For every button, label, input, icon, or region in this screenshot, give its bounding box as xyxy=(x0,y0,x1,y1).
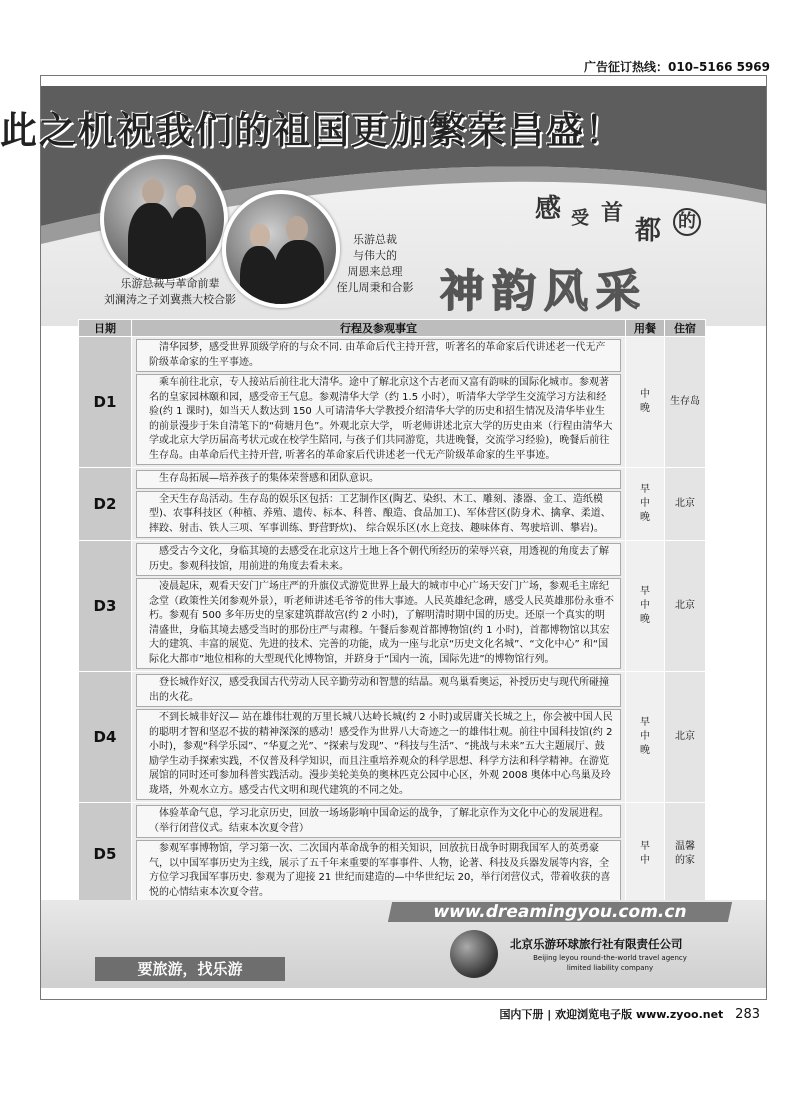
day-detail: 全天生存岛活动。生存岛的娱乐区包括：工艺制作区(陶艺、染织、木工、雕刻、漆器、金工、造纸模型)、农事科技区（种植、养殖、遗传、标本、科普、酿造、食品加工)、军体营区(防身术、擒拿、柔道、摔跤、射击、铁人三项、军事训练、野营野炊)、 综合娱乐区(水上竞技、趣味体育、驾驶培训、攀岩)。 xyxy=(136,491,621,539)
feel-char-3: 首 xyxy=(601,201,624,226)
day-content xyxy=(132,337,626,468)
meal-item: 晚 xyxy=(640,745,650,756)
feel-char-2: 受 xyxy=(571,208,589,229)
feel-capital-heading xyxy=(535,186,735,246)
stay-text: 生存岛 xyxy=(670,396,700,407)
day-label: D4 xyxy=(79,672,132,803)
day-label: D3 xyxy=(79,541,132,672)
day-detail: 乘车前往北京，专人接站后前往北大清华。途中了解北京这个古老而又富有韵味的国际化城市。参观著名的皇家园林颐和园，感受帝王气息。参观清华大学（约 1.5 小时），听清华大学学生交流学习方法和经验(约 1 课时)，如当天人数达到 150 人可请清华大学教授介绍清华大学的历史和招生情况及清华毕业生的前景漫步于朱自清笔下的“荷塘月色”。外观北京大学， 听老师讲述北京大学的历史由来（行程由清华大学或北京大学历届高考状元或在校学生陪同, 与孩子们共同游览，共进晚餐，交流学习经验)，晚餐后前往生存岛。由革命后代主持开营, 听著名的革命家后代讲述老一代无产阶级革命家的生平事迹。 xyxy=(136,374,621,465)
meal-cell xyxy=(626,803,665,905)
day-content xyxy=(132,468,626,541)
page-footer xyxy=(470,1006,760,1022)
company-name-en-line-1: Beijing leyou round-the-world travel agency xyxy=(533,954,687,962)
shenyun-title: 神韵风采 xyxy=(440,266,648,317)
caption-left-line-1: 乐游总裁与革命前辈 xyxy=(120,277,220,290)
table-row-d2 xyxy=(79,468,706,541)
day-content xyxy=(132,803,626,905)
photo-president-with-zhou xyxy=(222,190,340,308)
caption-right-line-3: 周恩来总理 xyxy=(347,265,403,278)
feel-char-4: 都 xyxy=(635,216,662,246)
day-summary: 清华园梦，感受世界顶级学府的与众不同. 由革命后代主持开营，听著名的革命家后代讲述老一代无产阶级革命家的生平事迹。 xyxy=(136,339,621,372)
stay-cell xyxy=(665,803,706,905)
stay-text: 的家 xyxy=(675,854,695,866)
meal-cell xyxy=(626,468,665,541)
photo-president-with-liu xyxy=(100,155,228,283)
stay-cell xyxy=(665,541,706,672)
stay-text: 北京 xyxy=(675,498,695,509)
day-detail: 凌晨起床，观看天安门广场庄严的升旗仪式游览世界上最大的城市中心广场天安门广场，参观毛主席纪念堂（政策性关闭参观外景），听老师讲述毛爷爷的伟大事迹。人民英雄纪念碑，感受人民英雄那份永垂不朽。参观有 500 多年历史的皇家建筑群故宫(约 2 小时)，了解明清时期中国的历史。还原一个真实的明清盛世，身临其境去感受当时的那份庄严与肃穆。午餐后参观首都博物馆(约 1 小时)，首都博物馆以其宏大的建筑、丰富的展览、先进的技术、完善的功能，成为一座与北京“历史文化名城”、“文化中心” 和“国际化大都市”地位相称的大型现代化博物馆，并跻身于“国内一流，国际先进”的博物馆行列。 xyxy=(136,578,621,669)
caption-right-line-2: 与伟大的 xyxy=(353,249,397,262)
table-row-d1 xyxy=(79,337,706,468)
meal-item: 中 xyxy=(640,498,650,509)
header-itinerary: 行程及参观事宜 xyxy=(132,320,626,337)
day-label: D5 xyxy=(79,803,132,905)
meal-cell xyxy=(626,672,665,803)
company-name-en-line-2: limited liability company xyxy=(566,964,654,972)
stay-cell xyxy=(665,337,706,468)
day-label: D1 xyxy=(79,337,132,468)
meal-item: 中 xyxy=(640,600,650,611)
stay-text: 北京 xyxy=(675,600,695,611)
meal-item: 早 xyxy=(640,717,650,728)
feel-char-5: 的 xyxy=(673,208,701,236)
meal-cell xyxy=(626,337,665,468)
table-row-d3 xyxy=(79,541,706,672)
meal-item: 早 xyxy=(640,586,650,597)
company-name-cn: 北京乐游环球旅行社有限责任公司 xyxy=(510,937,683,951)
day-summary: 登长城作好汉，感受我国古代劳动人民辛勤劳动和智慧的结晶。观鸟巢看奥运，补授历史与现代所碰撞出的火花。 xyxy=(136,674,621,707)
footer-text: 国内下册 | 欢迎浏览电子版 www.zyoo.net xyxy=(499,1008,724,1021)
banner-slogan: 此之机祝我们的祖国更加繁荣昌盛！ xyxy=(0,109,624,152)
caption-left-line-2: 刘澜涛之子刘冀燕大校合影 xyxy=(104,293,236,306)
header-meal: 用餐 xyxy=(626,320,665,337)
meal-item: 晚 xyxy=(640,512,650,523)
stay-cell xyxy=(665,672,706,803)
itinerary-table xyxy=(78,319,706,905)
stay-text: 北京 xyxy=(675,731,695,742)
page-number: 283 xyxy=(735,1007,760,1022)
meal-item: 中 xyxy=(640,854,650,866)
caption-right xyxy=(325,232,425,296)
day-content xyxy=(132,541,626,672)
promo-slogan: 要旅游，找乐游 xyxy=(95,957,285,981)
stay-text: 温馨 xyxy=(675,840,695,852)
header-stay: 住宿 xyxy=(665,320,706,337)
ad-hotline: 广告征订热线：010–5166 5969 xyxy=(583,60,770,74)
meal-item: 早 xyxy=(640,840,650,852)
meal-item: 晚 xyxy=(640,403,650,414)
day-content xyxy=(132,672,626,803)
day-summary: 感受古今文化，身临其境的去感受在北京这片土地上各个朝代所经历的荣辱兴衰，用透视的角度去了解历史。参观科技馆，用前进的角度去看未来。 xyxy=(136,543,621,576)
header-date: 日期 xyxy=(79,320,132,337)
table-header-row xyxy=(79,320,706,337)
company-logo-icon xyxy=(450,930,498,978)
table-row-d4 xyxy=(79,672,706,803)
day-detail: 参观军事博物馆，学习第一次、二次国内革命战争的相关知识，回放抗日战争时期我国军人的英勇豪气，以中国军事历史为主线，展示了五千年来重要的军事事件、人物，论著、科技及兵器发展等内容，全方位学习我国军事历史. 参观为了迎接 21 世纪而建造的—中华世纪坛 20，举行闭营仪式，带着收获的喜悦的心情结束本次夏令营。 xyxy=(136,840,621,902)
meal-item: 中 xyxy=(640,731,650,742)
company-name-en xyxy=(510,953,710,973)
meal-cell xyxy=(626,541,665,672)
stay-cell xyxy=(665,468,706,541)
caption-right-line-1: 乐游总裁 xyxy=(353,233,397,246)
meal-item: 中 xyxy=(640,389,650,400)
day-detail: 不到长城非好汉— 站在雄伟壮观的万里长城八达岭长城(约 2 小时)或居庸关长城之上，你会被中国人民的聪明才智和坚忍不拔的精神深深的感动！感受作为世界八大奇迹之一的雄伟壮观。前往中国科技馆(约 2 小时)，参观“科学乐园”、“华夏之光”、“探索与发现”、“科技与生活”、“挑战与未来”五大主题展厅、鼓励学生动手探索实践，不仅普及科学知识，而且注重培养观众的科学思想、科学方法和科学精神。在游览展馆的同时还可参加科普实践活动。漫步美轮美奂的奥林匹克公园中心区，外观 2008 奥体中心鸟巢及玲珑塔，外观水立方。感受古代文明和现代建筑的不同之处。 xyxy=(136,709,621,800)
website-url[interactable]: www.dreamingyou.com.cn xyxy=(388,902,732,922)
table-row-d5 xyxy=(79,803,706,905)
meal-item: 早 xyxy=(640,484,650,495)
day-summary: 生存岛拓展—培养孩子的集体荣誉感和团队意识。 xyxy=(136,470,621,489)
feel-char-1: 感 xyxy=(535,194,562,224)
day-summary: 体验革命气息，学习北京历史，回放一场场影响中国命运的战争，了解北京作为文化中心的发展进程。（举行闭营仪式。结束本次夏令营） xyxy=(136,805,621,838)
day-label: D2 xyxy=(79,468,132,541)
meal-item: 晚 xyxy=(640,614,650,625)
caption-right-line-4: 侄儿周秉和合影 xyxy=(336,281,414,294)
